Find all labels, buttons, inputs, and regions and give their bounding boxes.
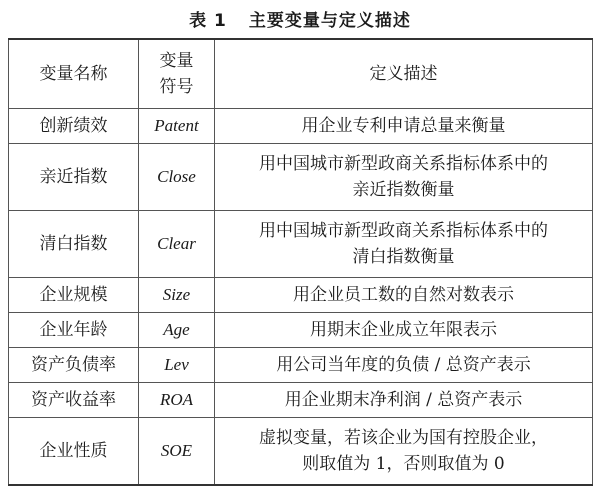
table-row	[9, 278, 593, 313]
table-row	[9, 211, 593, 278]
definition-line: 清白指数衡量	[352, 247, 455, 267]
variable-name-cell: 企业规模	[9, 278, 139, 313]
definition-cell	[215, 144, 593, 211]
definition-line: 则取值为 1，否则取值为 0	[302, 454, 505, 474]
definition-line: 用企业专利申请总量来衡量	[301, 116, 506, 136]
table-row	[9, 348, 593, 383]
table-header-row	[9, 39, 593, 109]
header-variable-symbol	[139, 39, 215, 109]
variable-symbol-cell: Size	[139, 278, 215, 313]
table-row	[9, 418, 593, 486]
variable-name-cell: 企业性质	[9, 418, 139, 486]
variable-name-cell: 资产负债率	[9, 348, 139, 383]
definition-cell	[215, 211, 593, 278]
definition-line: 用中国城市新型政商关系指标体系中的	[259, 154, 548, 174]
variable-name-cell: 清白指数	[9, 211, 139, 278]
definition-line: 用企业期末净利润 / 总资产表示	[284, 390, 523, 410]
definition-line: 亲近指数衡量	[352, 180, 455, 200]
table-row	[9, 313, 593, 348]
variable-symbol-cell: ROA	[139, 383, 215, 418]
variable-name-cell: 企业年龄	[9, 313, 139, 348]
definition-line: 用公司当年度的负债 / 总资产表示	[276, 355, 531, 375]
variable-symbol-cell: Clear	[139, 211, 215, 278]
variable-symbol-cell: Close	[139, 144, 215, 211]
definition-cell	[215, 383, 593, 418]
header-variable-name: 变量名称	[9, 39, 139, 109]
variable-symbol-cell: Lev	[139, 348, 215, 383]
definition-cell	[215, 109, 593, 144]
table-caption	[0, 0, 600, 36]
definition-cell	[215, 278, 593, 313]
header-symbol-line-2: 符号	[159, 77, 194, 97]
variable-name-cell: 亲近指数	[9, 144, 139, 211]
definition-cell	[215, 348, 593, 383]
definition-line: 虚拟变量，若该企业为国有控股企业，	[259, 428, 548, 448]
table-row	[9, 144, 593, 211]
variable-name-cell: 创新绩效	[9, 109, 139, 144]
variable-symbol-cell: Patent	[139, 109, 215, 144]
variable-symbol-cell: Age	[139, 313, 215, 348]
variable-symbol-cell: SOE	[139, 418, 215, 486]
header-definition: 定义描述	[215, 39, 593, 109]
table-row	[9, 383, 593, 418]
definition-line: 用企业员工数的自然对数表示	[293, 285, 514, 305]
table-title: 主要变量与定义描述	[248, 10, 411, 31]
variables-table	[8, 38, 593, 486]
definition-line: 用期末企业成立年限表示	[310, 320, 497, 340]
definition-cell	[215, 418, 593, 486]
variable-name-cell: 资产收益率	[9, 383, 139, 418]
table-row	[9, 109, 593, 144]
definition-cell	[215, 313, 593, 348]
definition-line: 用中国城市新型政商关系指标体系中的	[259, 221, 548, 241]
table-number: 表 1	[189, 10, 227, 31]
header-symbol-line-1: 变量	[159, 51, 194, 71]
